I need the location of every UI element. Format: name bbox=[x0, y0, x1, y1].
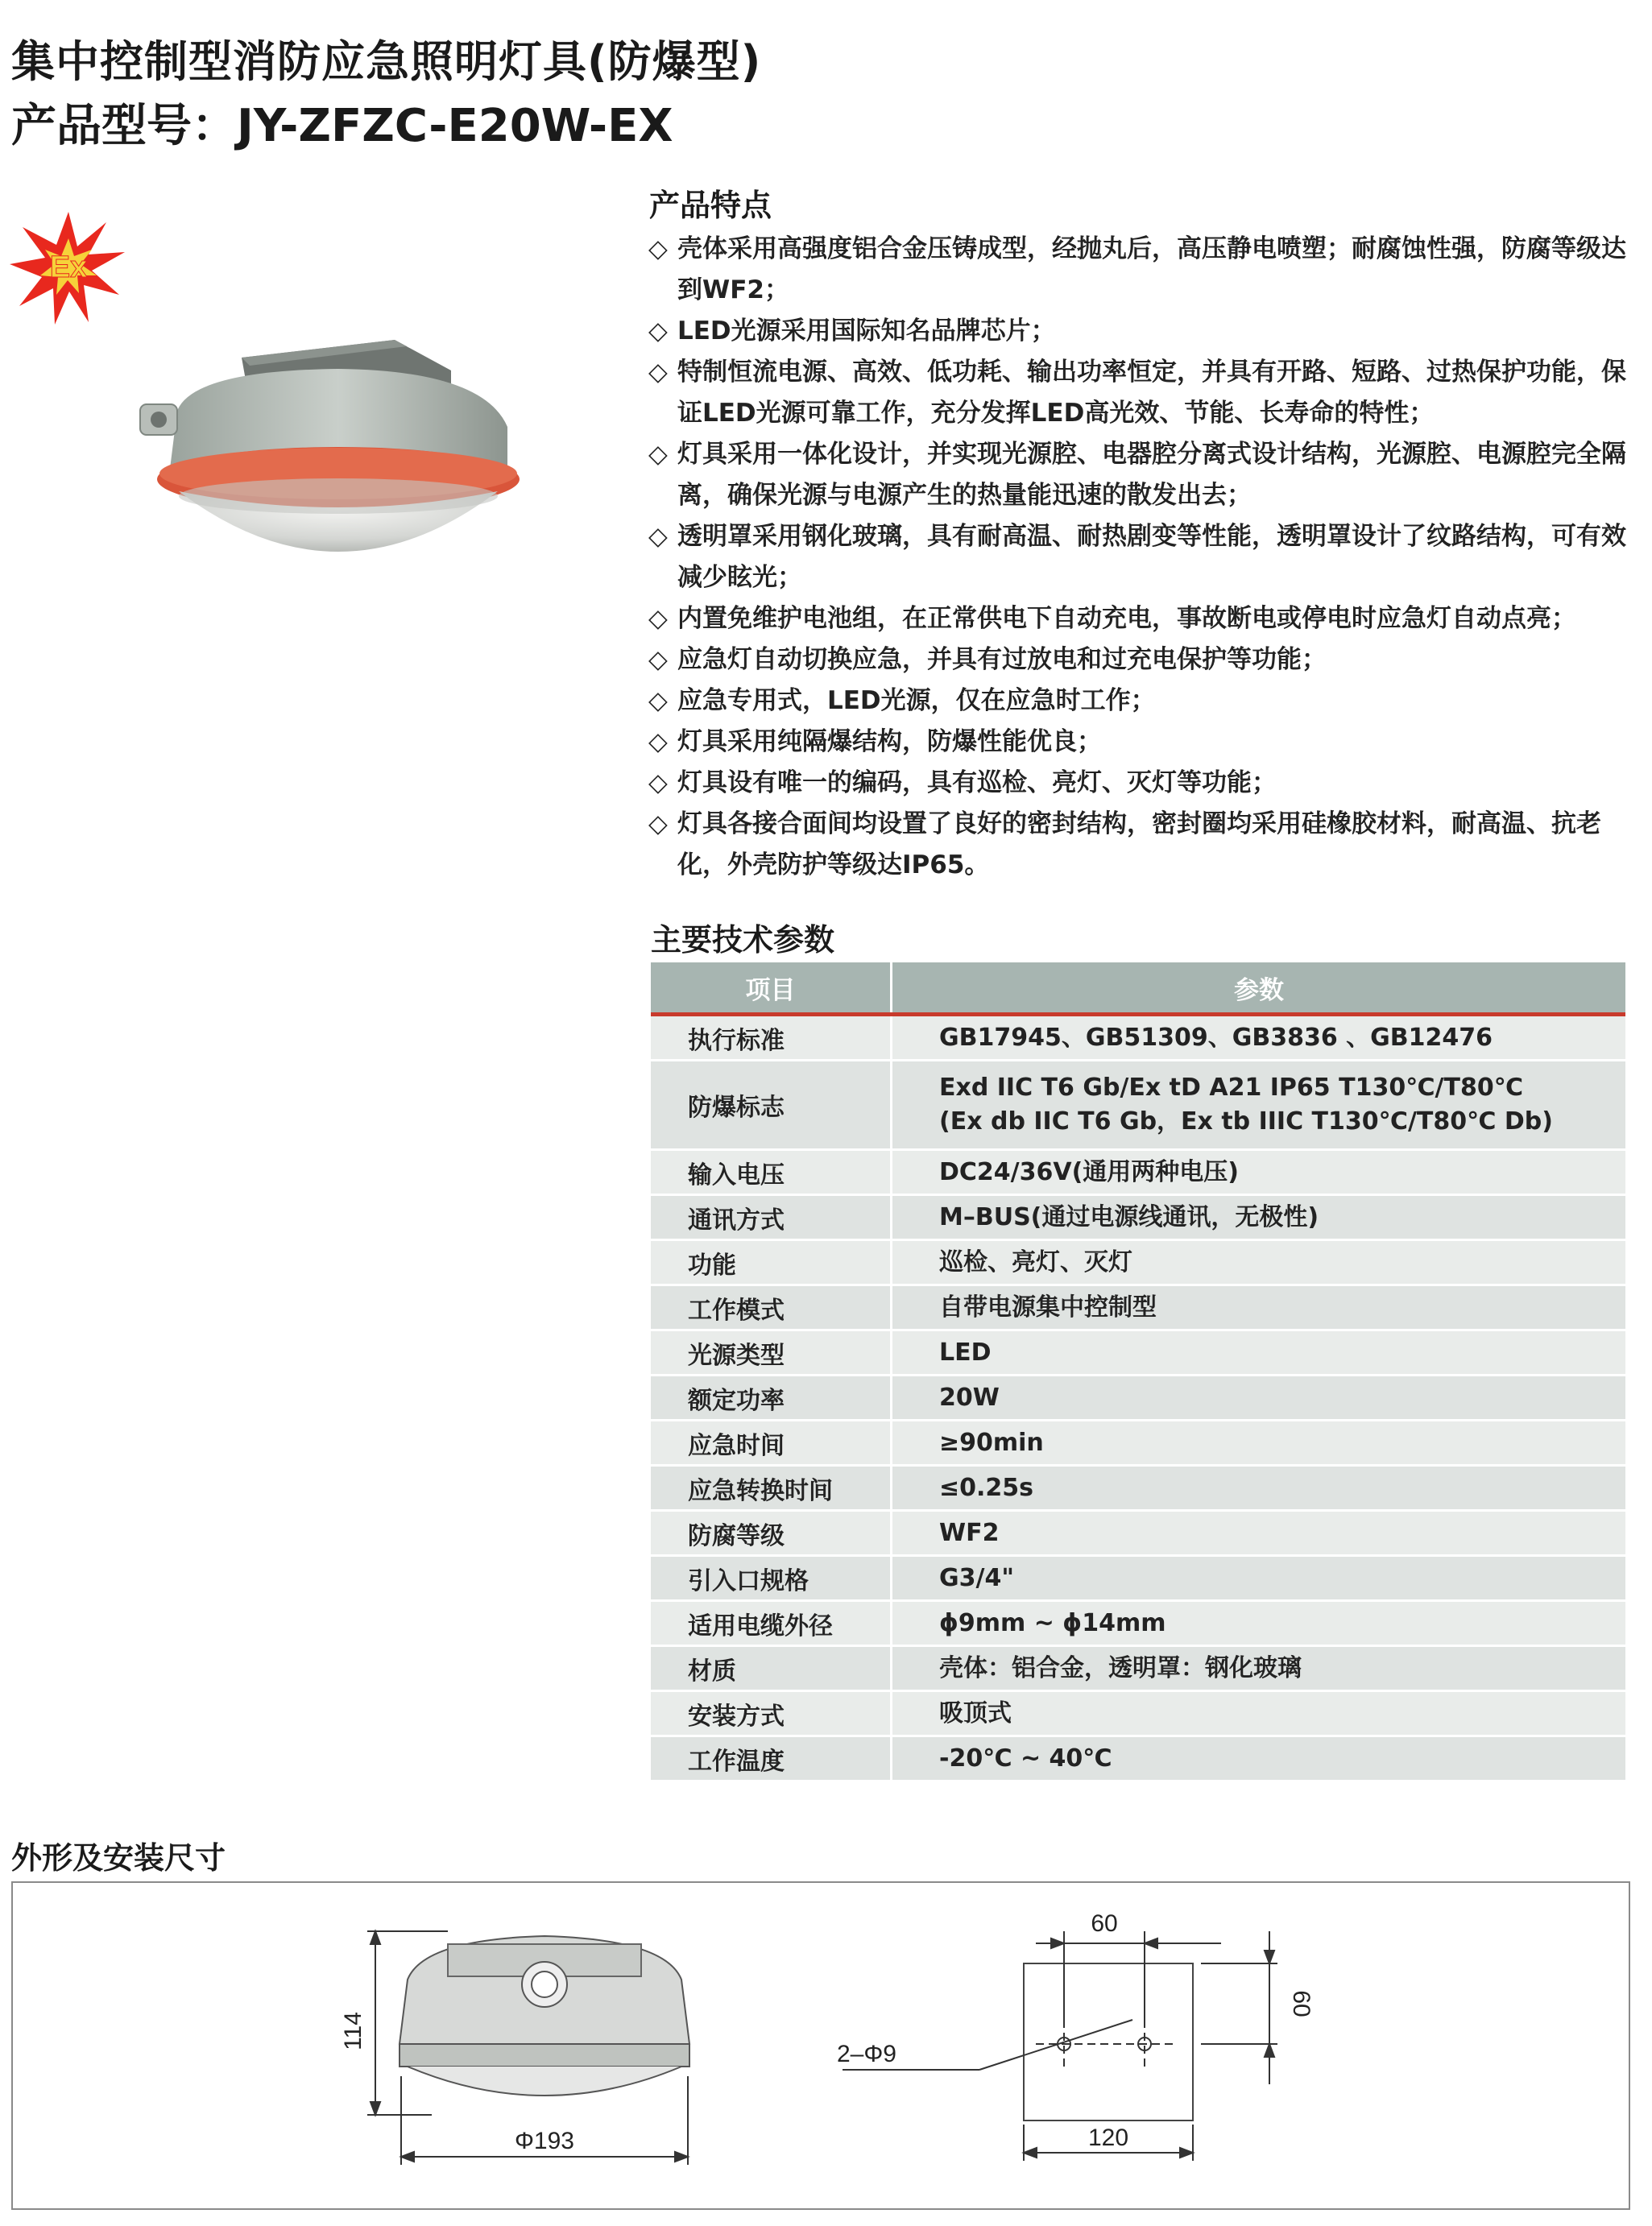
feature-item: ◇ 内置免维护电池组，在正常供电下自动充电，事故断电或停电时应急灯自动点亮； bbox=[648, 604, 1576, 633]
feature-item: ◇ 灯具采用一体化设计，并实现光源腔、电器腔分离式设计结构，光源腔、电源腔完全隔离，确保光源与电源产生的热量能迅速的散发出去； bbox=[648, 440, 1626, 510]
spec-key: 材质 bbox=[651, 1646, 892, 1691]
spec-key: 安装方式 bbox=[651, 1691, 892, 1736]
spec-key: 应急时间 bbox=[651, 1421, 892, 1466]
table-row bbox=[651, 1421, 1625, 1466]
spec-key: 引入口规格 bbox=[651, 1556, 892, 1601]
feature-item: ◇ 灯具设有唯一的编码，具有巡检、亮灯、灭灯等功能； bbox=[648, 768, 1277, 797]
spec-value: ≤0.25s bbox=[892, 1466, 1626, 1511]
features-list bbox=[648, 229, 1639, 886]
spec-value: 吸顶式 bbox=[892, 1691, 1626, 1736]
spec-value: ϕ9mm ~ ϕ14mm bbox=[892, 1601, 1626, 1646]
table-row bbox=[651, 1150, 1625, 1195]
spec-key: 额定功率 bbox=[651, 1376, 892, 1421]
spec-header-row bbox=[651, 962, 1625, 1015]
feature-item: ◇ 透明罩采用钢化玻璃，具有耐高温、耐热剧变等性能，透明罩设计了纹路结构，可有效减少眩光； bbox=[648, 522, 1626, 592]
feature-item: ◇ 壳体采用高强度铝合金压铸成型，经抛丸后，高压静电喷塑；耐腐蚀性强，防腐等级达到WF2； bbox=[648, 234, 1626, 304]
spec-value: M–BUS(通过电源线通讯，无极性) bbox=[892, 1195, 1626, 1240]
side-view-dome bbox=[408, 2067, 681, 2096]
side-height-label: 60 bbox=[1288, 1990, 1315, 2017]
spec-value: ≥90min bbox=[892, 1421, 1626, 1466]
product-model: 产品型号：JY-ZFZC-E20W-EX bbox=[11, 100, 673, 152]
spec-value: 20W bbox=[892, 1376, 1626, 1421]
features-heading: 产品特点 bbox=[649, 188, 772, 223]
spec-key: 适用电缆外径 bbox=[651, 1601, 892, 1646]
spec-value: 自带电源集中控制型 bbox=[892, 1285, 1626, 1330]
spec-value: G3/4" bbox=[892, 1556, 1626, 1601]
spec-key: 工作温度 bbox=[651, 1736, 892, 1781]
spec-key: 防爆标志 bbox=[651, 1061, 892, 1150]
table-row bbox=[651, 1691, 1625, 1736]
feature-item: ◇ 应急专用式，LED光源，仅在应急时工作； bbox=[648, 686, 1156, 715]
specs-heading: 主要技术参数 bbox=[651, 922, 835, 958]
badge-text: Ex bbox=[49, 250, 88, 284]
spec-key: 工作模式 bbox=[651, 1285, 892, 1330]
spec-value: WF2 bbox=[892, 1511, 1626, 1556]
table-row bbox=[651, 1646, 1625, 1691]
spec-key: 应急转换时间 bbox=[651, 1466, 892, 1511]
table-row bbox=[651, 1466, 1625, 1511]
spec-table bbox=[651, 962, 1625, 1782]
spec-value: -20℃ ~ 40℃ bbox=[892, 1736, 1626, 1781]
col-header-param: 参数 bbox=[892, 962, 1626, 1015]
spec-value: LED bbox=[892, 1330, 1626, 1376]
spec-value-line2: (Ex db IIC T6 Gb，Ex tb IIIC T130℃/T80℃ Db) bbox=[939, 1107, 1553, 1136]
product-photo bbox=[129, 338, 548, 612]
ex-explosion-proof-badge bbox=[8, 208, 129, 329]
height-label: 114 bbox=[340, 2012, 366, 2050]
feature-item: ◇ 特制恒流电源、高效、低功耗、输出功率恒定，并具有开路、短路、过热保护功能，保证LED光源可靠工作，充分发挥LED高光效、节能、长寿命的特性； bbox=[648, 358, 1626, 428]
feature-item: ◇ 灯具采用纯隔爆结构，防爆性能优良； bbox=[648, 727, 1102, 756]
spec-key: 光源类型 bbox=[651, 1330, 892, 1376]
hole-label: 2–Φ9 bbox=[837, 2041, 896, 2067]
table-row bbox=[651, 1556, 1625, 1601]
mounting-plate bbox=[1024, 1963, 1193, 2120]
table-row bbox=[651, 1736, 1625, 1781]
table-row bbox=[651, 1240, 1625, 1285]
spec-value: 壳体：铝合金，透明罩：钢化玻璃 bbox=[892, 1646, 1626, 1691]
table-row bbox=[651, 1015, 1625, 1061]
diameter-label: Φ193 bbox=[515, 2128, 574, 2154]
product-title: 集中控制型消防应急照明灯具(防爆型) bbox=[11, 36, 762, 87]
bottom-width-label: 120 bbox=[1087, 2125, 1129, 2151]
dimension-drawing-frame bbox=[11, 1881, 1630, 2210]
spec-value: GB17945、GB51309、GB3836 、GB12476 bbox=[892, 1015, 1626, 1061]
feature-item: ◇ 灯具各接合面间均设置了良好的密封结构，密封圈均采用硅橡胶材料，耐高温、抗老化，外壳防护等级达IP65。 bbox=[648, 809, 1601, 879]
spec-key: 输入电压 bbox=[651, 1150, 892, 1195]
table-row bbox=[651, 1601, 1625, 1646]
table-row bbox=[651, 1330, 1625, 1376]
dimensions-heading: 外形及安装尺寸 bbox=[11, 1840, 226, 1876]
col-header-item: 项目 bbox=[651, 962, 892, 1015]
feature-item: ◇ LED光源采用国际知名品牌芯片； bbox=[648, 317, 1056, 345]
spec-value: 巡检、亮灯、灭灯 bbox=[892, 1240, 1626, 1285]
spec-key: 通讯方式 bbox=[651, 1195, 892, 1240]
table-row bbox=[651, 1061, 1625, 1150]
dimension-drawing bbox=[13, 1883, 1629, 2208]
top-width-label: 60 bbox=[1091, 1910, 1118, 1937]
spec-key: 执行标准 bbox=[651, 1015, 892, 1061]
spec-value: DC24/36V(通用两种电压) bbox=[892, 1150, 1626, 1195]
spec-key: 防腐等级 bbox=[651, 1511, 892, 1556]
spec-value bbox=[892, 1061, 1626, 1150]
table-row bbox=[651, 1195, 1625, 1240]
spec-key: 功能 bbox=[651, 1240, 892, 1285]
spec-value-line1: Exd IIC T6 Gb/Ex tD A21 IP65 T130℃/T80℃ bbox=[939, 1074, 1524, 1102]
feature-item: ◇ 应急灯自动切换应急，并具有过放电和过充电保护等功能； bbox=[648, 645, 1327, 674]
table-row bbox=[651, 1285, 1625, 1330]
table-row bbox=[651, 1376, 1625, 1421]
table-row bbox=[651, 1511, 1625, 1556]
